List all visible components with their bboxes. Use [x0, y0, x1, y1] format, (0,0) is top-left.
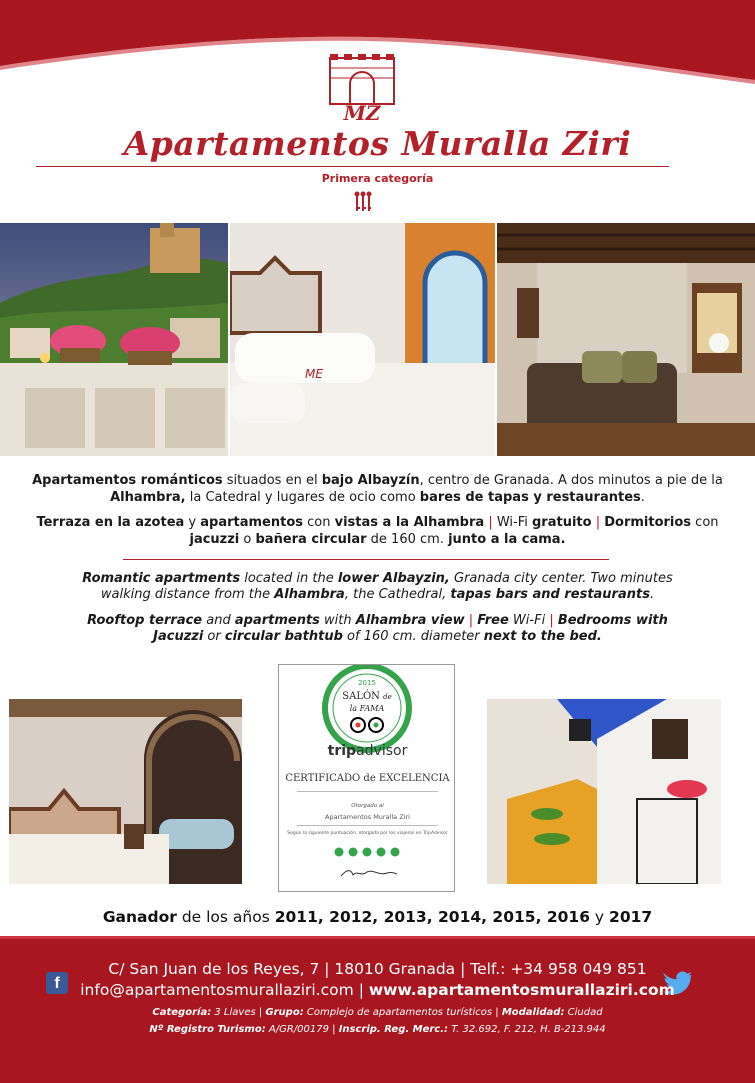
text-run: Inscrip. Reg. Merc.:	[338, 1024, 449, 1035]
certificate-rule-2	[297, 825, 438, 826]
text-run: tapas bars and restaurants	[450, 587, 650, 602]
text-run: Alhambra,	[110, 490, 186, 505]
text-run: de 160 cm.	[366, 532, 449, 547]
living-room-photo	[497, 223, 755, 456]
text-run: junto a la cama.	[448, 532, 566, 547]
text-run: Dormitorios	[604, 515, 692, 530]
svg-text:2015: 2015	[358, 679, 376, 687]
text-run: .	[649, 587, 655, 602]
jacuzzi-bedroom-photo	[9, 699, 242, 884]
text-run: 2017	[609, 908, 653, 926]
certificate-note: Según la siguiente puntuación, otorgada por los viajeros en TripAdvisor	[287, 831, 448, 836]
muralla-ziri-logo	[322, 54, 402, 124]
text-run: Wi-Fi	[496, 515, 532, 530]
text-run: and	[202, 613, 235, 628]
text-run: Categoría:	[152, 1007, 212, 1018]
text-run: apartamentos	[200, 515, 304, 530]
svg-text:ME: ME	[305, 367, 323, 381]
text-run: , centro de Granada. A dos minutos a pie de la	[419, 473, 723, 488]
facebook-icon[interactable]: f	[46, 972, 68, 994]
text-run: con	[691, 515, 719, 530]
text-run: situados en el	[222, 473, 322, 488]
awarded-label: Otorgado al	[351, 803, 384, 809]
text-run: of 160 cm. diameter	[342, 629, 484, 644]
text-run: apartments	[234, 613, 320, 628]
spanish-paragraph-2	[18, 514, 737, 548]
text-run: o	[239, 532, 256, 547]
text-run: located in the	[240, 571, 338, 586]
text-separator: |	[484, 515, 497, 530]
text-run: bañera circular	[255, 532, 367, 547]
text-run: 3 Llaves |	[211, 1007, 266, 1018]
awarded-to: Apartamentos Muralla Ziri	[325, 813, 410, 821]
contact-line	[0, 981, 755, 999]
brand-name: Apartamentos Muralla Ziri	[123, 124, 632, 163]
spanish-paragraph-1	[18, 472, 737, 506]
address-line: C/ San Juan de los Reyes, 7 | 18010 Granada | Telf.: +34 958 049 851	[108, 960, 647, 978]
brand-underline	[36, 166, 669, 167]
text-run: de los años	[176, 908, 275, 926]
text-run: Romantic apartments	[82, 571, 241, 586]
rating-bubbles-icon	[334, 847, 400, 857]
bedroom-towels-photo	[230, 223, 495, 456]
text-run: circular bathtub	[224, 629, 343, 644]
category-label: Primera categoría	[321, 172, 434, 185]
text-run: y	[184, 515, 201, 530]
text-run: Apartamentos románticos	[32, 473, 223, 488]
text-run: Rooftop terrace	[87, 613, 203, 628]
tripadvisor-certificate	[278, 664, 455, 892]
text-run: A/GR/00179 |	[265, 1024, 339, 1035]
text-run: Complejo de apartamentos turísticos |	[303, 1007, 502, 1018]
albaicin-terrace-photo	[0, 223, 228, 456]
text-run: con	[303, 515, 335, 530]
text-run: Alhambra	[274, 587, 345, 602]
text-run: Granada city center. Two minutes walking distance from the	[100, 571, 673, 602]
text-run: Ganador	[102, 908, 177, 926]
text-run: Alhambra view	[355, 613, 465, 628]
text-run: jacuzzi	[189, 532, 240, 547]
text-run: bajo Albayzín	[321, 473, 420, 488]
granada-street-photo	[487, 699, 721, 884]
text-run: gratuito	[532, 515, 592, 530]
english-paragraph-2	[80, 613, 675, 645]
text-run: T. 32.692, F. 212, H. B-213.944	[448, 1024, 606, 1035]
text-run: next to the bed.	[483, 629, 602, 644]
text-run: Free	[477, 613, 509, 628]
award-winner-text	[0, 908, 755, 926]
text-run: 2011, 2012, 2013, 2014, 2015, 2016	[274, 908, 590, 926]
certificate-title: CERTIFICADO de EXCELENCIA	[285, 773, 450, 784]
signature-icon	[339, 867, 399, 879]
text-separator: |	[591, 515, 605, 530]
text-run: .	[640, 490, 645, 505]
text-run: y	[590, 908, 610, 926]
legal-info-line-2	[0, 1024, 755, 1035]
language-divider	[123, 559, 609, 560]
text-run: vistas a la Alhambra	[334, 515, 485, 530]
text-run: Nº Registro Turismo:	[149, 1024, 266, 1035]
legal-info-line-1	[0, 1007, 755, 1018]
english-paragraph-1	[60, 571, 695, 603]
svg-text:la FAMA: la FAMA	[349, 704, 385, 713]
contact-separator: |	[353, 981, 369, 999]
text-separator: |	[549, 613, 558, 628]
text-separator: |	[464, 613, 478, 628]
text-run: with	[319, 613, 356, 628]
email-link[interactable]: info@apartamentosmurallaziri.com	[80, 981, 354, 999]
text-run: or	[203, 629, 225, 644]
certificate-rule	[297, 791, 438, 792]
keys-icon	[354, 191, 372, 213]
text-run: Bedrooms with Jacuzzi	[153, 613, 668, 644]
text-run: bares de tapas y restaurantes	[419, 490, 641, 505]
text-run: , the Cathedral,	[344, 587, 451, 602]
tripadvisor-wordmark: tripadvisor	[327, 743, 408, 759]
text-run: lower Albayzin,	[337, 571, 450, 586]
svg-text:MZ: MZ	[343, 101, 381, 124]
text-run: Wi-Fi	[508, 613, 550, 628]
text-run: Modalidad:	[501, 1007, 565, 1018]
text-run: Ciudad	[564, 1007, 603, 1018]
website-link[interactable]: www.apartamentosmurallaziri.com	[368, 981, 675, 999]
svg-text:SALÓN de: SALÓN de	[342, 691, 392, 702]
text-run: la Catedral y lugares de ocio como	[185, 490, 420, 505]
text-run: Grupo:	[265, 1007, 304, 1018]
text-run: Terraza en la azotea	[36, 515, 185, 530]
